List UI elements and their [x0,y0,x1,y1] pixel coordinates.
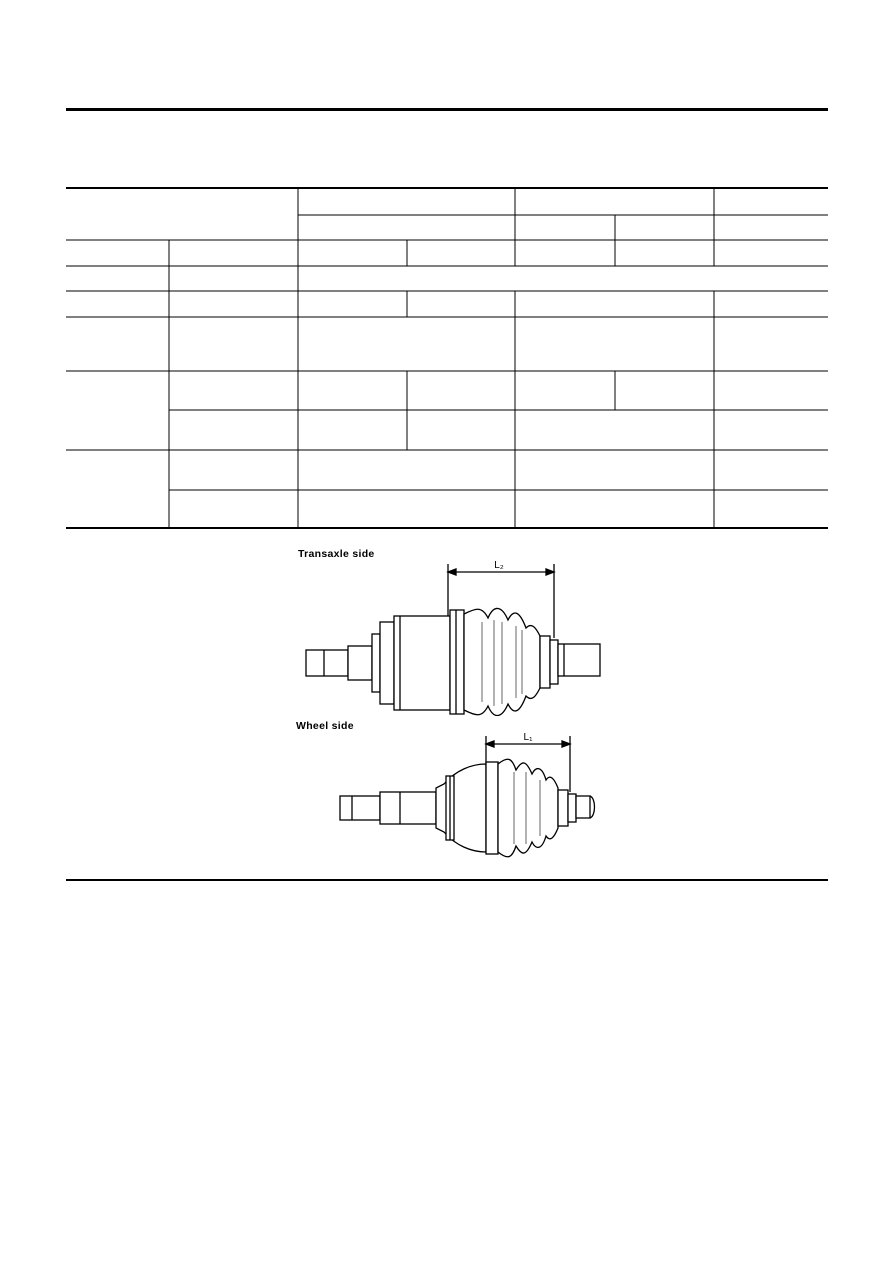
transaxle-dim-label: L₂ [494,560,504,571]
footer-rule [66,879,828,881]
wheel-side-drawing [296,726,616,872]
spec-table [0,0,893,540]
wheel-dim-label: L₁ [523,732,533,743]
transaxle-side-caption: Transaxle side [298,548,375,560]
wheel-side-caption: Wheel side [296,720,354,732]
transaxle-side-drawing [296,556,616,716]
